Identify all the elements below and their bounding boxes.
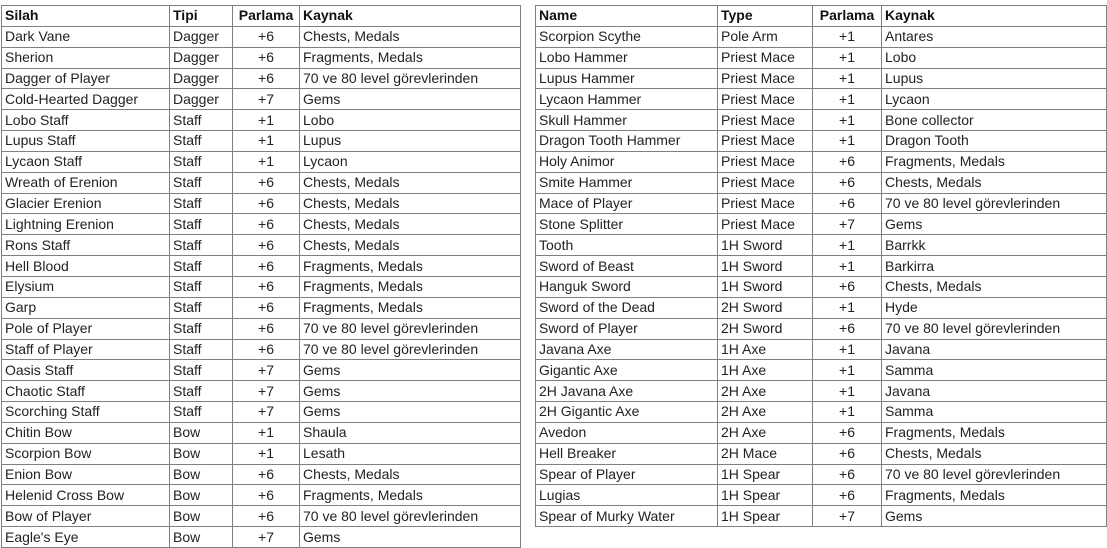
weapons-table-left	[1, 5, 521, 548]
name-cell: Elysium	[2, 276, 170, 297]
table-row	[536, 506, 1107, 527]
parlama-cell: +6	[233, 26, 300, 47]
type-cell: 2H Sword	[718, 297, 813, 318]
table-row	[536, 256, 1107, 277]
type-cell: 1H Spear	[718, 506, 813, 527]
kaynak-cell: Lesath	[300, 443, 521, 464]
kaynak-cell: 70 ve 80 level görevlerinden	[300, 506, 521, 527]
type-cell: Bow	[170, 464, 233, 485]
table-row	[536, 297, 1107, 318]
name-cell: Lobo Staff	[2, 110, 170, 131]
name-cell: Sword of the Dead	[536, 297, 718, 318]
kaynak-cell: Fragments, Medals	[300, 485, 521, 506]
table-row	[2, 381, 521, 402]
name-cell: Lugias	[536, 485, 718, 506]
parlama-cell: +1	[233, 110, 300, 131]
type-cell: Bow	[170, 506, 233, 527]
kaynak-cell: Lupus	[882, 68, 1107, 89]
parlama-cell: +6	[233, 485, 300, 506]
header-kaynak: Kaynak	[882, 6, 1107, 27]
type-cell: Priest Mace	[718, 47, 813, 68]
kaynak-cell: Fragments, Medals	[882, 485, 1107, 506]
parlama-cell: +6	[233, 276, 300, 297]
name-cell: Hanguk Sword	[536, 276, 718, 297]
table-row	[2, 131, 521, 152]
parlama-cell: +6	[813, 422, 882, 443]
name-cell: Lightning Erenion	[2, 214, 170, 235]
kaynak-cell: Gems	[882, 214, 1107, 235]
type-cell: 1H Axe	[718, 360, 813, 381]
table-row	[2, 235, 521, 256]
name-cell: Spear of Murky Water	[536, 506, 718, 527]
name-cell: 2H Javana Axe	[536, 381, 718, 402]
parlama-cell: +1	[813, 235, 882, 256]
table-row	[536, 68, 1107, 89]
table-row	[2, 485, 521, 506]
name-cell: Enion Bow	[2, 464, 170, 485]
kaynak-cell: Chests, Medals	[300, 26, 521, 47]
parlama-cell: +6	[233, 214, 300, 235]
header-type: Tipi	[170, 6, 233, 27]
table-row	[2, 47, 521, 68]
type-cell: Priest Mace	[718, 151, 813, 172]
type-cell: Bow	[170, 485, 233, 506]
type-cell: Priest Mace	[718, 89, 813, 110]
kaynak-cell: Chests, Medals	[300, 193, 521, 214]
name-cell: Gigantic Axe	[536, 360, 718, 381]
table-row	[2, 297, 521, 318]
type-cell: Staff	[170, 151, 233, 172]
parlama-cell: +1	[233, 422, 300, 443]
parlama-cell: +1	[813, 68, 882, 89]
kaynak-cell: Gems	[300, 402, 521, 423]
kaynak-cell: Javana	[882, 339, 1107, 360]
name-cell: Pole of Player	[2, 318, 170, 339]
table-row	[536, 47, 1107, 68]
parlama-cell: +7	[813, 506, 882, 527]
name-cell: Scorpion Bow	[2, 443, 170, 464]
kaynak-cell: Fragments, Medals	[882, 422, 1107, 443]
kaynak-cell: Gems	[300, 527, 521, 548]
parlama-cell: +7	[233, 89, 300, 110]
parlama-cell: +6	[813, 172, 882, 193]
parlama-cell: +1	[813, 26, 882, 47]
table-row	[536, 402, 1107, 423]
name-cell: Garp	[2, 297, 170, 318]
type-cell: 1H Sword	[718, 235, 813, 256]
header-type: Type	[718, 6, 813, 27]
kaynak-cell: Samma	[882, 402, 1107, 423]
parlama-cell: +1	[813, 339, 882, 360]
parlama-cell: +1	[813, 89, 882, 110]
table-row	[536, 360, 1107, 381]
kaynak-cell: Chests, Medals	[300, 235, 521, 256]
table-row	[536, 110, 1107, 131]
parlama-cell: +6	[813, 464, 882, 485]
table-row	[536, 214, 1107, 235]
parlama-cell: +7	[233, 402, 300, 423]
name-cell: Holy Animor	[536, 151, 718, 172]
header-row	[2, 6, 521, 27]
name-cell: Lycaon Staff	[2, 151, 170, 172]
type-cell: 2H Axe	[718, 402, 813, 423]
type-cell: Priest Mace	[718, 131, 813, 152]
name-cell: Dragon Tooth Hammer	[536, 131, 718, 152]
kaynak-cell: Bone collector	[882, 110, 1107, 131]
kaynak-cell: Lycaon	[300, 151, 521, 172]
kaynak-cell: Samma	[882, 360, 1107, 381]
table-row	[536, 172, 1107, 193]
type-cell: Pole Arm	[718, 26, 813, 47]
parlama-cell: +1	[813, 47, 882, 68]
parlama-cell: +1	[813, 256, 882, 277]
kaynak-cell: Fragments, Medals	[882, 151, 1107, 172]
name-cell: Dark Vane	[2, 26, 170, 47]
type-cell: Bow	[170, 527, 233, 548]
name-cell: Rons Staff	[2, 235, 170, 256]
kaynak-cell: Chests, Medals	[300, 464, 521, 485]
type-cell: Dagger	[170, 68, 233, 89]
type-cell: 1H Sword	[718, 276, 813, 297]
parlama-cell: +6	[813, 485, 882, 506]
type-cell: Staff	[170, 381, 233, 402]
table-row	[2, 527, 521, 548]
kaynak-cell: Chests, Medals	[882, 443, 1107, 464]
type-cell: Staff	[170, 276, 233, 297]
kaynak-cell: Gems	[300, 360, 521, 381]
parlama-cell: +1	[813, 297, 882, 318]
kaynak-cell: Antares	[882, 26, 1107, 47]
type-cell: Priest Mace	[718, 193, 813, 214]
type-cell: Staff	[170, 193, 233, 214]
name-cell: Glacier Erenion	[2, 193, 170, 214]
table-row	[536, 235, 1107, 256]
kaynak-cell: Fragments, Medals	[300, 47, 521, 68]
table-row	[2, 339, 521, 360]
header-name: Silah	[2, 6, 170, 27]
kaynak-cell: Barkirra	[882, 256, 1107, 277]
type-cell: Dagger	[170, 26, 233, 47]
table-row	[2, 360, 521, 381]
name-cell: Chaotic Staff	[2, 381, 170, 402]
kaynak-cell: Hyde	[882, 297, 1107, 318]
name-cell: Sword of Player	[536, 318, 718, 339]
kaynak-cell: Lupus	[300, 131, 521, 152]
type-cell: Staff	[170, 402, 233, 423]
table-row	[536, 443, 1107, 464]
parlama-cell: +7	[233, 381, 300, 402]
name-cell: Scorching Staff	[2, 402, 170, 423]
type-cell: Staff	[170, 297, 233, 318]
type-cell: 1H Spear	[718, 485, 813, 506]
name-cell: 2H Gigantic Axe	[536, 402, 718, 423]
table-row	[2, 276, 521, 297]
table-row	[536, 89, 1107, 110]
table-row	[2, 256, 521, 277]
parlama-cell: +6	[233, 318, 300, 339]
name-cell: Bow of Player	[2, 506, 170, 527]
table-row	[2, 68, 521, 89]
kaynak-cell: Gems	[300, 89, 521, 110]
table-row	[2, 422, 521, 443]
type-cell: Priest Mace	[718, 68, 813, 89]
parlama-cell: +6	[233, 339, 300, 360]
kaynak-cell: Barrkk	[882, 235, 1107, 256]
type-cell: 2H Mace	[718, 443, 813, 464]
table-row	[2, 110, 521, 131]
type-cell: Staff	[170, 256, 233, 277]
header-parlama: Parlama	[813, 6, 882, 27]
type-cell: Staff	[170, 360, 233, 381]
type-cell: 1H Sword	[718, 256, 813, 277]
parlama-cell: +6	[813, 443, 882, 464]
kaynak-cell: Chests, Medals	[882, 172, 1107, 193]
parlama-cell: +1	[233, 131, 300, 152]
table-row	[2, 318, 521, 339]
name-cell: Scorpion Scythe	[536, 26, 718, 47]
type-cell: 1H Axe	[718, 339, 813, 360]
kaynak-cell: Chests, Medals	[300, 172, 521, 193]
parlama-cell: +1	[233, 443, 300, 464]
parlama-cell: +1	[233, 151, 300, 172]
parlama-cell: +1	[813, 110, 882, 131]
name-cell: Mace of Player	[536, 193, 718, 214]
type-cell: 2H Sword	[718, 318, 813, 339]
table-row	[536, 318, 1107, 339]
name-cell: Staff of Player	[2, 339, 170, 360]
type-cell: Dagger	[170, 47, 233, 68]
table-row	[536, 464, 1107, 485]
name-cell: Skull Hammer	[536, 110, 718, 131]
name-cell: Lycaon Hammer	[536, 89, 718, 110]
table-row	[536, 193, 1107, 214]
kaynak-cell: Fragments, Medals	[300, 256, 521, 277]
type-cell: Staff	[170, 172, 233, 193]
parlama-cell: +6	[233, 68, 300, 89]
type-cell: 2H Axe	[718, 381, 813, 402]
parlama-cell: +6	[813, 151, 882, 172]
parlama-cell: +6	[233, 256, 300, 277]
type-cell: Bow	[170, 422, 233, 443]
header-kaynak: Kaynak	[300, 6, 521, 27]
name-cell: Chitin Bow	[2, 422, 170, 443]
table-row	[2, 402, 521, 423]
kaynak-cell: 70 ve 80 level görevlerinden	[300, 318, 521, 339]
name-cell: Cold-Hearted Dagger	[2, 89, 170, 110]
parlama-cell: +6	[233, 193, 300, 214]
name-cell: Tooth	[536, 235, 718, 256]
parlama-cell: +6	[233, 297, 300, 318]
kaynak-cell: Gems	[300, 381, 521, 402]
name-cell: Smite Hammer	[536, 172, 718, 193]
name-cell: Wreath of Erenion	[2, 172, 170, 193]
name-cell: Sherion	[2, 47, 170, 68]
kaynak-cell: Fragments, Medals	[300, 297, 521, 318]
name-cell: Hell Breaker	[536, 443, 718, 464]
parlama-cell: +6	[233, 235, 300, 256]
name-cell: Stone Splitter	[536, 214, 718, 235]
table-row	[2, 464, 521, 485]
type-cell: Staff	[170, 131, 233, 152]
kaynak-cell: Dragon Tooth	[882, 131, 1107, 152]
parlama-cell: +6	[813, 276, 882, 297]
table-row	[2, 172, 521, 193]
parlama-cell: +6	[233, 464, 300, 485]
table-row	[2, 506, 521, 527]
kaynak-cell: Javana	[882, 381, 1107, 402]
type-cell: Priest Mace	[718, 214, 813, 235]
type-cell: Staff	[170, 214, 233, 235]
name-cell: Sword of Beast	[536, 256, 718, 277]
table-row	[536, 485, 1107, 506]
table-row	[536, 151, 1107, 172]
table-row	[536, 422, 1107, 443]
type-cell: Staff	[170, 339, 233, 360]
name-cell: Lupus Staff	[2, 131, 170, 152]
type-cell: 2H Axe	[718, 422, 813, 443]
parlama-cell: +7	[233, 527, 300, 548]
kaynak-cell: Lobo	[882, 47, 1107, 68]
kaynak-cell: 70 ve 80 level görevlerinden	[882, 464, 1107, 485]
kaynak-cell: Chests, Medals	[882, 276, 1107, 297]
name-cell: Spear of Player	[536, 464, 718, 485]
kaynak-cell: 70 ve 80 level görevlerinden	[300, 339, 521, 360]
table-row	[2, 151, 521, 172]
kaynak-cell: Fragments, Medals	[300, 276, 521, 297]
parlama-cell: +6	[233, 506, 300, 527]
table-row	[536, 131, 1107, 152]
parlama-cell: +6	[233, 172, 300, 193]
name-cell: Lupus Hammer	[536, 68, 718, 89]
parlama-cell: +1	[813, 131, 882, 152]
name-cell: Eagle's Eye	[2, 527, 170, 548]
name-cell: Helenid Cross Bow	[2, 485, 170, 506]
table-row	[2, 193, 521, 214]
parlama-cell: +7	[813, 214, 882, 235]
table-row	[2, 26, 521, 47]
parlama-cell: +1	[813, 402, 882, 423]
name-cell: Javana Axe	[536, 339, 718, 360]
parlama-cell: +7	[233, 360, 300, 381]
table-row	[2, 443, 521, 464]
type-cell: 1H Spear	[718, 464, 813, 485]
kaynak-cell: Gems	[882, 506, 1107, 527]
table-row	[536, 26, 1107, 47]
kaynak-cell: Lobo	[300, 110, 521, 131]
table-row	[536, 381, 1107, 402]
table-row	[536, 276, 1107, 297]
table-row	[2, 214, 521, 235]
parlama-cell: +6	[813, 193, 882, 214]
parlama-cell: +6	[813, 318, 882, 339]
type-cell: Staff	[170, 235, 233, 256]
type-cell: Dagger	[170, 89, 233, 110]
parlama-cell: +1	[813, 360, 882, 381]
header-row	[536, 6, 1107, 27]
name-cell: Dagger of Player	[2, 68, 170, 89]
type-cell: Staff	[170, 110, 233, 131]
header-name: Name	[536, 6, 718, 27]
name-cell: Hell Blood	[2, 256, 170, 277]
type-cell: Priest Mace	[718, 110, 813, 131]
table-row	[2, 89, 521, 110]
kaynak-cell: Shaula	[300, 422, 521, 443]
name-cell: Avedon	[536, 422, 718, 443]
kaynak-cell: 70 ve 80 level görevlerinden	[882, 318, 1107, 339]
kaynak-cell: 70 ve 80 level görevlerinden	[300, 68, 521, 89]
weapons-table-right	[535, 5, 1107, 527]
parlama-cell: +6	[233, 47, 300, 68]
name-cell: Lobo Hammer	[536, 47, 718, 68]
parlama-cell: +1	[813, 381, 882, 402]
kaynak-cell: Chests, Medals	[300, 214, 521, 235]
kaynak-cell: Lycaon	[882, 89, 1107, 110]
type-cell: Priest Mace	[718, 172, 813, 193]
name-cell: Oasis Staff	[2, 360, 170, 381]
kaynak-cell: 70 ve 80 level görevlerinden	[882, 193, 1107, 214]
type-cell: Staff	[170, 318, 233, 339]
header-parlama: Parlama	[233, 6, 300, 27]
type-cell: Bow	[170, 443, 233, 464]
table-row	[536, 339, 1107, 360]
